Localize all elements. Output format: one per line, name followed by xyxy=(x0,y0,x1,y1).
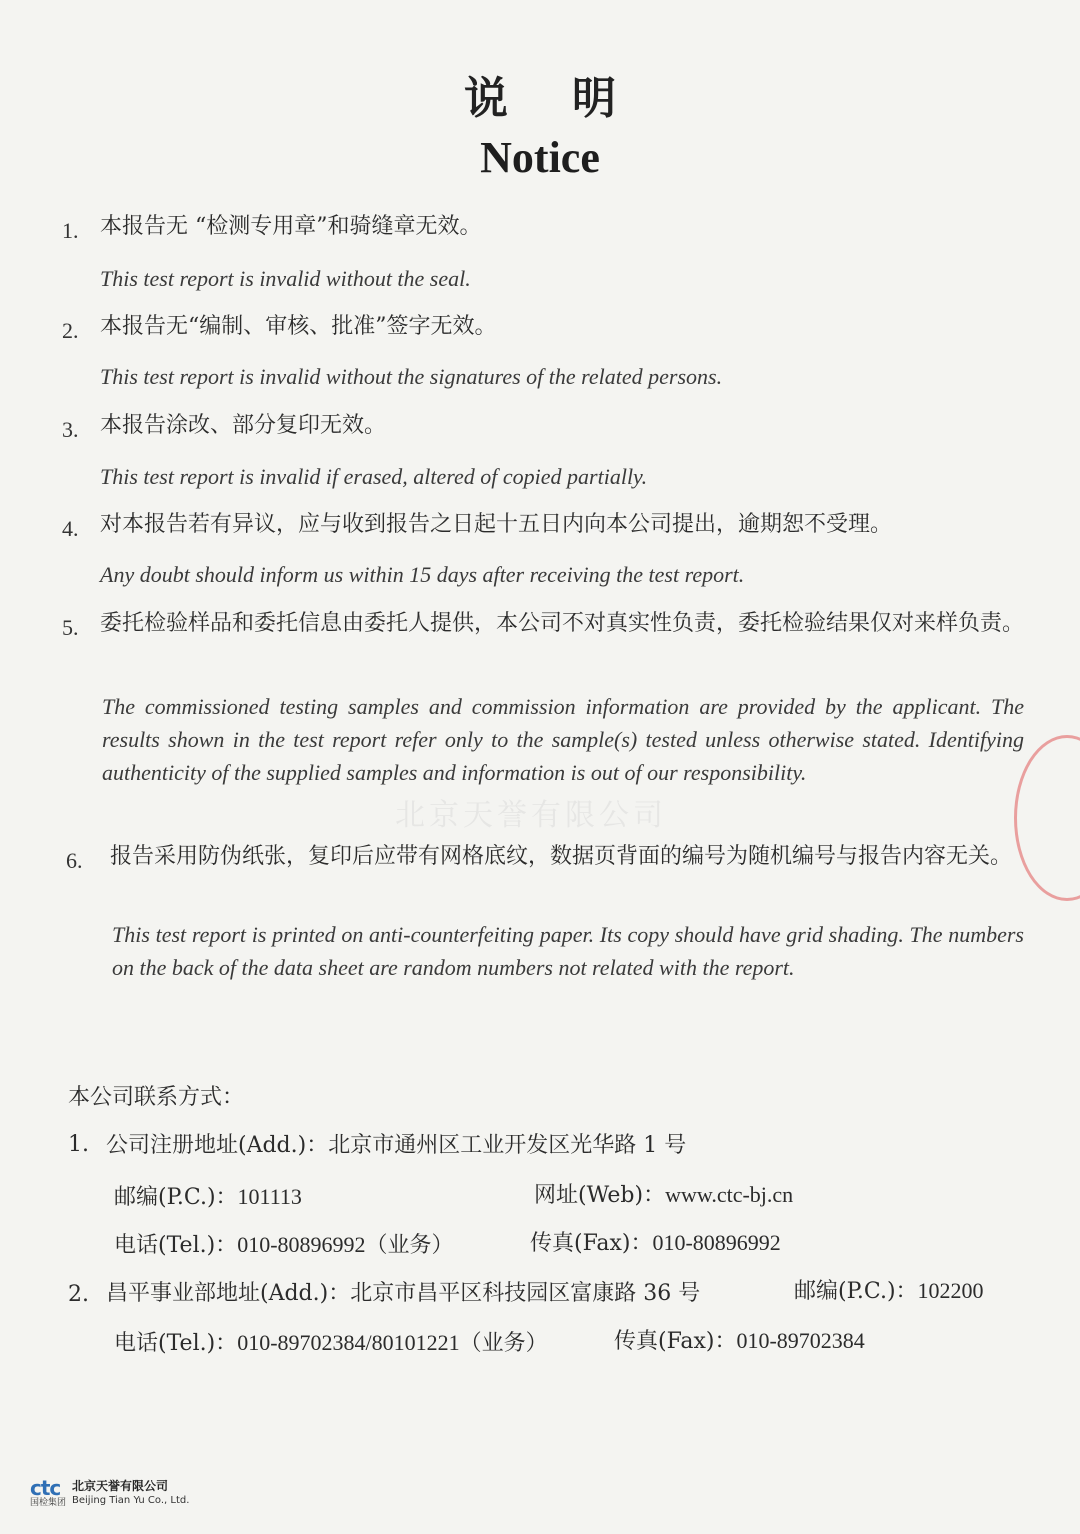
notice-text-cn: 本报告涂改、部分复印无效。 xyxy=(100,413,387,438)
notice-number: 5. xyxy=(62,615,79,640)
postcode-label: 邮编(P.C.)： xyxy=(794,1279,918,1304)
contact-number: 2. xyxy=(68,1282,89,1307)
address-label: 昌平事业部地址(Add.)： xyxy=(106,1281,351,1306)
telephone xyxy=(114,1228,454,1259)
notice-number: 3. xyxy=(62,417,79,442)
telephone-label: 电话(Tel.)： xyxy=(114,1233,238,1258)
address-value: 北京市通州区工业开发区光华路 1 号 xyxy=(328,1133,687,1158)
notice-number: 2. xyxy=(62,318,79,343)
notice-text-en: This test report is printed on anti-counterfeiting paper. Its copy should have grid shading. The numbers on the back of the data sheet are random numbers not related with the report. xyxy=(112,922,1024,980)
notice-text-cn: 委托检验样品和委托信息由委托人提供，本公司不对真实性负责，委托检验结果仅对来样负责。 xyxy=(100,611,1025,636)
changping-address xyxy=(106,1276,700,1307)
contact-number: 1. xyxy=(68,1132,89,1157)
fax-value: 010-89702384 xyxy=(736,1328,865,1353)
registered-address xyxy=(106,1128,686,1159)
notice-text-cn: 对本报告若有异议，应与收到报告之日起十五日内向本公司提出，逾期恕不受理。 xyxy=(100,512,893,537)
postcode-label: 邮编(P.C.)： xyxy=(114,1185,238,1210)
telephone-label: 电话(Tel.)： xyxy=(114,1331,238,1356)
notice-text-cn: 本报告无 “检测专用章”和骑缝章无效。 xyxy=(100,214,482,239)
address-label: 公司注册地址(Add.)： xyxy=(106,1133,329,1158)
title-english: Notice xyxy=(480,133,600,182)
notice-text-cn: 本报告无“编制、审核、批准”签字无效。 xyxy=(100,314,497,339)
notice-number: 6. xyxy=(66,848,83,873)
website xyxy=(534,1178,793,1209)
fax-label: 传真(Fax)： xyxy=(614,1329,737,1354)
telephone-value: 010-89702384/80101221（业务） xyxy=(237,1330,548,1355)
fax xyxy=(530,1226,781,1257)
notice-text-en: Any doubt should inform us within 15 days after receiving the test report. xyxy=(100,562,745,587)
notice-text-en: This test report is invalid if erased, altered of copied partially. xyxy=(100,464,648,489)
company-name-cn: 北京天誉有限公司 xyxy=(72,1479,169,1493)
notice-number: 1. xyxy=(62,218,79,243)
footer-logo xyxy=(30,1478,189,1509)
address-value: 北京市昌平区科技园区富康路 36 号 xyxy=(350,1281,701,1306)
website-label: 网址(Web)： xyxy=(534,1183,666,1208)
website-link[interactable]: www.ctc-bj.cn xyxy=(665,1182,794,1207)
fax-label: 传真(Fax)： xyxy=(530,1231,653,1256)
title-chinese: 说明 xyxy=(464,73,680,124)
contact-heading: 本公司联系方式： xyxy=(68,1085,245,1110)
watermark-company-name: 北京天誉有限公司 xyxy=(395,798,667,833)
company-name-en: Beijing Tian Yu Co., Ltd. xyxy=(72,1495,190,1506)
fax xyxy=(614,1324,865,1355)
postcode xyxy=(114,1180,302,1211)
ctc-logo-icon: ctc xyxy=(30,1476,61,1500)
postcode-value: 102200 xyxy=(917,1278,984,1303)
logo-subtitle: 国检集团 xyxy=(30,1498,67,1508)
notice-text-cn: 报告采用防伪纸张，复印后应带有网格底纹，数据页背面的编号为随机编号与报告内容无关。 xyxy=(110,844,1013,869)
notice-text-en: The commissioned testing samples and commission information are provided by the applicant. The results shown in the test report refer only to the sample(s) tested unless otherwise stated. Identifying authenticity of the supplied samples and information is out of our responsibility. xyxy=(102,694,1024,785)
notice-text-en: This test report is invalid without the seal. xyxy=(100,266,471,291)
notice-number: 4. xyxy=(62,516,79,541)
telephone-value: 010-80896992（业务） xyxy=(237,1232,454,1257)
fax-value: 010-80896992 xyxy=(652,1230,781,1255)
postcode xyxy=(794,1274,984,1305)
notice-text-en: This test report is invalid without the signatures of the related persons. xyxy=(100,364,723,389)
telephone xyxy=(114,1326,548,1357)
postcode-value: 101113 xyxy=(237,1184,302,1209)
